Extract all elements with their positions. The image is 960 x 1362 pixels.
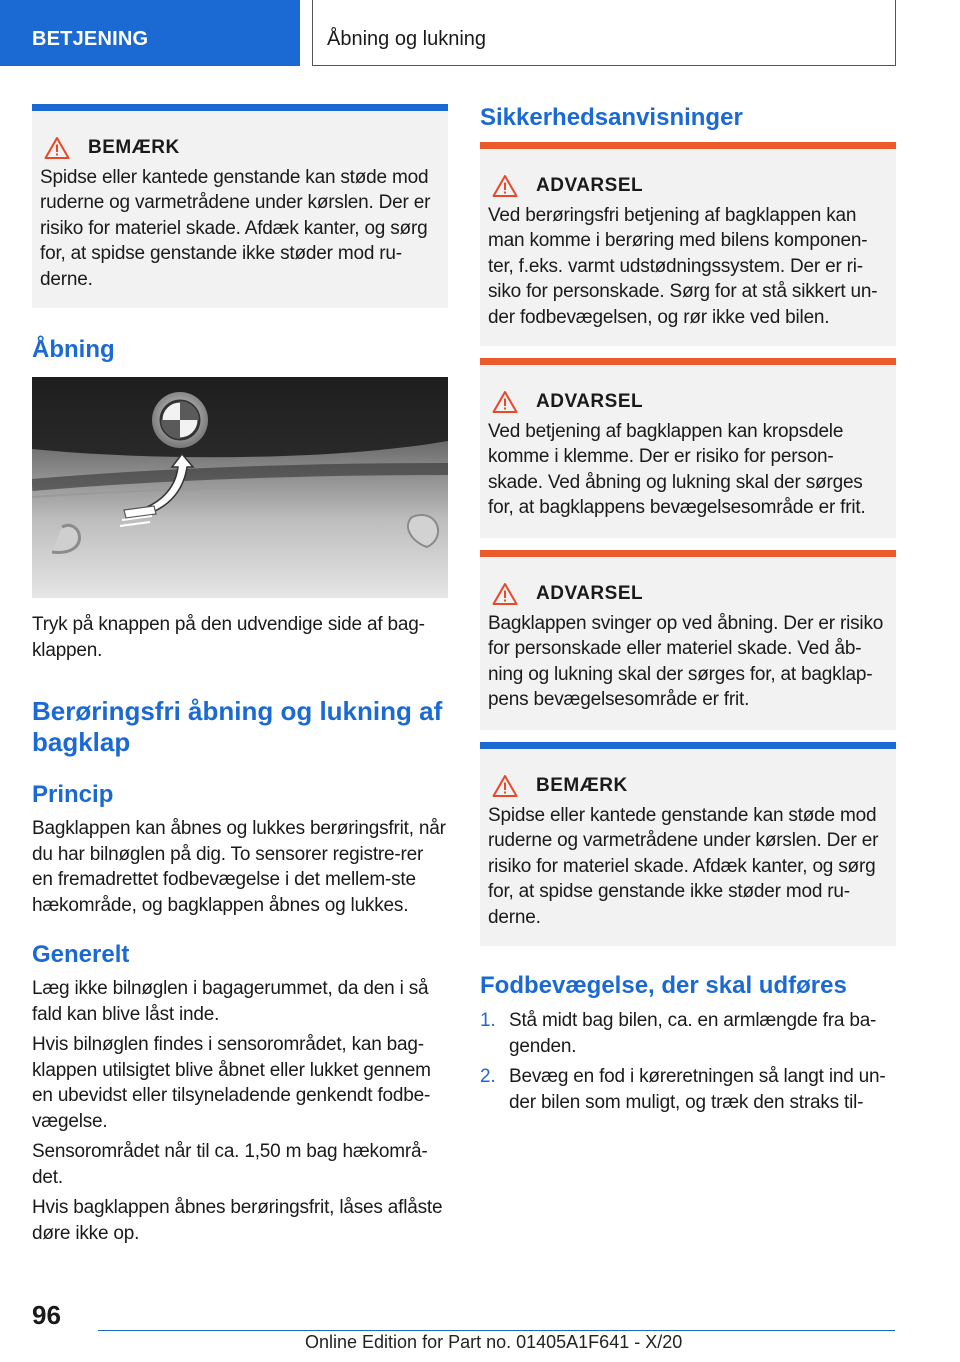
- step-text: Stå midt bag bilen, ca. en armlængde fra ba-genden.: [509, 1010, 877, 1057]
- section-tab: BETJENING: [0, 0, 300, 66]
- general-paragraph-4: Hvis bagklappen åbnes berøringsfrit, låses aflåste døre ikke op.: [32, 1197, 443, 1244]
- list-item: [480, 1008, 896, 1059]
- footer-divider: [98, 1330, 895, 1331]
- step-number: 1.: [480, 1010, 496, 1031]
- warning-triangle-icon: [492, 774, 518, 798]
- warning-3-title: [488, 581, 888, 607]
- warning-3-text: Bagklappen svinger op ved åbning. Der er risiko for personskade eller materiel skade. Ved åb-ning og lukning skal der sørges for, at bagklap-pens bevægelsesområde er frit.: [488, 612, 884, 710]
- warning-triangle-icon: [492, 174, 518, 198]
- warning-2-text: Ved betjening af bagklappen kan kropsdele komme i klemme. Der er risiko for person-skade. Ved åbning og lukning skal der sørges for, at bagklappens bevægelsesområde er frit.: [488, 420, 866, 518]
- safety-heading: Sikkerhedsanvisninger: [480, 104, 743, 131]
- notice-right-title: [488, 773, 888, 799]
- principle-text: Bagklappen kan åbnes og lukkes berøringsfrit, når du har bilnøglen på dig. To sensorer registre-rer en fremadrettet fodbevægelse i det mellem-ste hækområde, og bagklappen åbnes og lukkes.: [32, 818, 446, 916]
- right-column: [480, 104, 896, 1264]
- notice-title: [40, 135, 440, 161]
- opening-heading: Åbning: [32, 336, 115, 363]
- warning-2-title: [488, 389, 888, 415]
- warning-1-title-text: ADVARSEL: [536, 175, 644, 196]
- tailgate-illustration: [32, 377, 448, 598]
- warning-1-title: [488, 173, 888, 199]
- warning-triangle-icon: [44, 136, 70, 160]
- warning-2-title-text: ADVARSEL: [536, 391, 644, 412]
- notice-text: Spidse eller kantede genstande kan støde mod ruderne og varmetrådene under kørslen. Der er risiko for materiel skade. Afdæk kanter, og sørg for, at spidse genstande ikke støder mod ru-derne.: [40, 166, 431, 290]
- general-heading: Generelt: [32, 941, 130, 968]
- step-text: Bevæg en fod i køreretningen så langt ind un-der bilen som muligt, og træk den straks til-: [509, 1066, 886, 1113]
- warning-1-text: Ved berøringsfri betjening af bagklappen kan man komme i berøring med bilens komponen-ter, f.eks. varmt udstødningssystem. Der er ri-siko for personskade. Sørg for at stå sikkert un-der fodbevægelsen, og rør ikke ved bilen.: [488, 204, 878, 328]
- notice-box: [32, 104, 448, 308]
- general-paragraph-3: Sensorområdet når til ca. 1,50 m bag hækområ-det.: [32, 1141, 428, 1188]
- tailgate-button-photo: [32, 377, 448, 598]
- warning-triangle-icon: [492, 390, 518, 414]
- edition-text: Online Edition for Part no. 01405A1F641 - X/20: [305, 1332, 683, 1352]
- warning-box-2: [480, 358, 896, 538]
- notice-box-right: [480, 742, 896, 946]
- general-paragraph-2: Hvis bilnøglen findes i sensorområdet, kan bag-klappen utilsigtet blive åbnet eller lukket gennem en ubevidst eller tilsyneladende genkendt fodbe-vægelse.: [32, 1034, 431, 1132]
- page-header: [0, 0, 960, 66]
- notice-title-text: BEMÆRK: [88, 137, 180, 158]
- list-item: [480, 1064, 896, 1115]
- warning-triangle-icon: [492, 582, 518, 606]
- general-paragraph-1: Læg ikke bilnøglen i bagagerummet, da den i så fald kan blive låst inde.: [32, 978, 429, 1025]
- warning-box-3: [480, 550, 896, 730]
- warning-3-title-text: ADVARSEL: [536, 583, 644, 604]
- warning-box-1: [480, 142, 896, 346]
- principle-heading: Princip: [32, 781, 114, 808]
- button-caption: Tryk på knappen på den udvendige side af bag-klappen.: [32, 614, 425, 661]
- step-number: 2.: [480, 1066, 496, 1087]
- foot-motion-heading: Fodbevægelse, der skal udføres: [480, 972, 847, 999]
- left-column: [32, 104, 448, 1264]
- notice-right-title-text: BEMÆRK: [536, 775, 628, 796]
- page-number: 96: [32, 1300, 61, 1330]
- touchless-heading: Berøringsfri åbning og lukning af bagklap: [32, 696, 443, 757]
- steps-list: [480, 1008, 896, 1120]
- notice-right-text: Spidse eller kantede genstande kan støde mod ruderne og varmetrådene under kørslen. Der er risiko for materiel skade. Afdæk kanter, og sørg for, at spidse genstande ikke støder mod ru-derne.: [488, 804, 879, 928]
- chapter-title: Åbning og lukning: [312, 0, 896, 66]
